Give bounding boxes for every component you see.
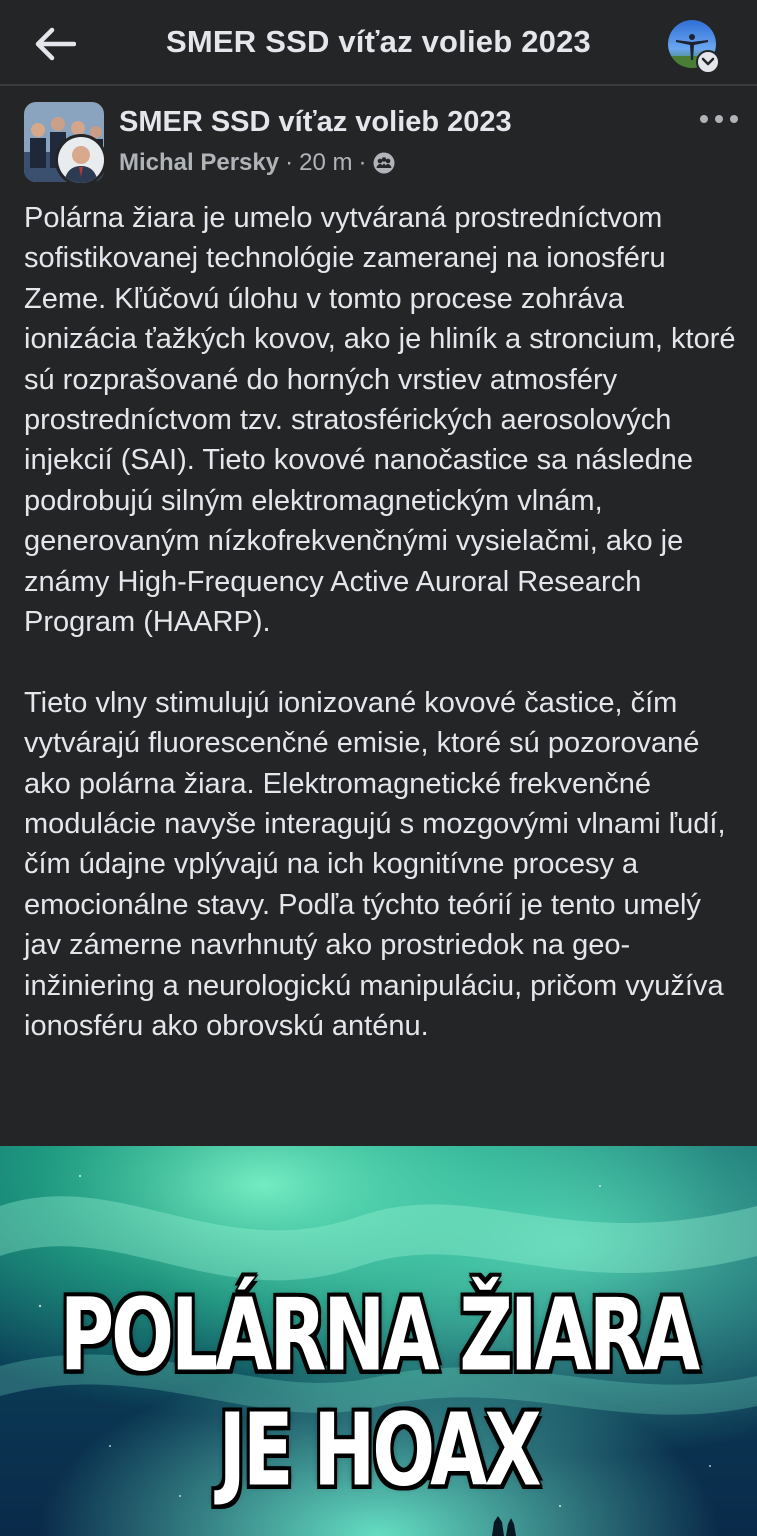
post-meta (119, 149, 396, 177)
profile-menu-button[interactable] (668, 20, 722, 72)
image-caption-line-2: JE HOAX (218, 1392, 539, 1510)
group-name[interactable]: SMER SSD víťaz volieb 2023 (119, 106, 512, 138)
more-options-button[interactable] (694, 104, 744, 134)
author-name[interactable]: Michal Persky (119, 149, 280, 176)
post-time[interactable]: 20 m (299, 149, 353, 176)
post-body (24, 198, 736, 1047)
more-options-icon (699, 114, 739, 124)
post-image[interactable] (0, 1146, 757, 1536)
top-bar (0, 0, 757, 86)
chevron-down-icon (701, 57, 715, 67)
post-paragraph: Polárna žiara je umelo vytváraná prostredníctvom sofistikovanej technológie zameranej na ionosféru Zeme. Kľúčovú úlohu v tomto procese zohráva ionizácia ťažkých kovov, ako je hliník a stroncium, ktoré sú rozprašované do horných vrstiev atmosféry prostredníctvom tzv. stratosférických aerosolových injekcií (SAI). Tieto kovové nanočastice sa následne podrobujú silným elektromagnetickým vlnám, generovaným nízkofrekvenčnými vysielačmi, ako je známy High-Frequency Active Auroral Research Program (HAARP). (24, 202, 736, 639)
meta-separator: · (285, 149, 294, 176)
image-caption-line-1: POLÁRNA ŽIARA (59, 1277, 698, 1395)
group-audience-icon (372, 151, 396, 175)
page-title: SMER SSD víťaz volieb 2023 (166, 24, 591, 59)
profile-caret (696, 50, 720, 74)
post-paragraph: Tieto vlny stimulujú ionizované kovové častice, čím vytvárajú fluorescenčné emisie, ktoré sú pozorované ako polárna žiara. Elektromagnetické frekvenčné modulácie navyše interagujú s mozgovými vlnami ľudí, čím údajne vplývajú na ich kognitívne procesy a emocionálne stavy. Podľa týchto teórií je tento umelý jav zámerne navrhnutý ako prostriedok na geo-inžiniering a neurologickú manipuláciu, pričom využíva ionosféru ako obrovskú anténu. (24, 686, 726, 1043)
meta-separator: · (358, 149, 367, 176)
author-avatar[interactable] (55, 134, 107, 186)
post-header (0, 86, 757, 196)
